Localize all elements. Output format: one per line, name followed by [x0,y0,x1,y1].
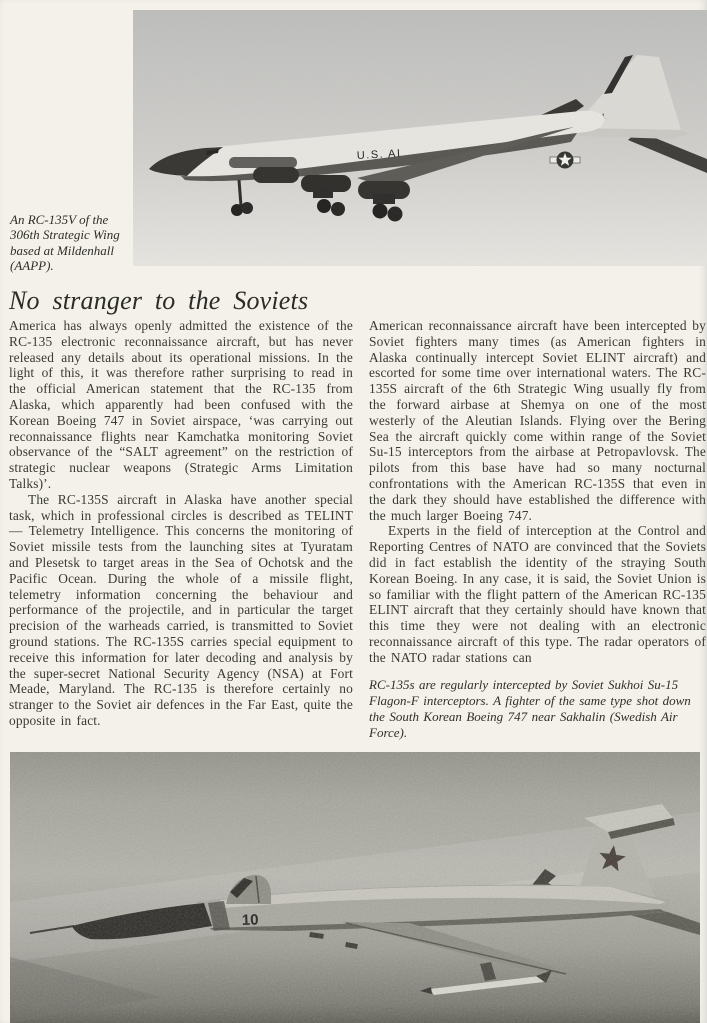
article-heading: No stranger to the Soviets [9,286,309,315]
film-grain-overlay [133,10,707,266]
rc135-photo-image [133,10,707,266]
body-paragraph: American reconnaissance aircraft have been intercepted by Soviet fighters many times (as American fighters in Alaska continually intercept Soviet ELINT aircraft) and escorted for some time over international waters. The RC-135S aircraft of the 6th Strategic Wing usually fly from the forward airbase at Shemya on one of the most westerly of the Aleutian Islands. Flying over the Bering Sea the aircraft quickly come within range of the Soviet Su-15 interceptors from the airbase at Petropavlovsk. The pilots from this base have had so many nocturnal confrontations with the American RC-135S that even in the dark they should have established the difference with the much larger Boeing 747. [369,318,706,523]
top-photo-caption: An RC-135V of the 306th Strategic Wing based at Mildenhall (AAPP). [10,212,120,274]
body-paragraph: The RC-135S aircraft in Alaska have another special task, which in professional circles is described as TELINT — Telemetry Intelligence. This concerns the monitoring of Soviet missile tests from the launching sites at Tyuratam and Plesetsk to target areas in the Sea of Ochotsk and the Pacific Ocean. During the whole of a missile flight, telemetry information concerning the behaviour and performance of the projectile, and in particular the target precision of the warheads carried, is transmitted to Soviet ground stations. The RC-135S carries special equipment to receive this information for later decoding and analysis by the super-secret National Security Agency (NSA) at Fort Meade, Maryland. The RC-135 is therefore certainly no stranger to the Soviet air defences in the Far East, quite the opposite in fact. [9,491,353,728]
body-paragraph: Experts in the field of interception at the Control and Reporting Centres of NATO are convinced that the Soviets did in fact establish the identity of the straying South Korean Boeing. In any case, it is said, the Soviet Union is so familiar with the flight pattern of the American RC-135 ELINT aircraft that they certainly should have known that this time they were not dealing with an electronic reconnaissance aircraft of this type. The radar operators of the NATO radar stations can [369,523,706,665]
su15-photo [10,752,700,1023]
film-grain-overlay [10,752,700,1023]
left-column [9,318,353,729]
su15-photo-image [10,752,700,1023]
right-column [369,318,706,741]
bottom-photo-caption: RC-135s are regularly intercepted by Soviet Sukhoi Su-15 Flagon-F interceptors. A fighter of the same type shot down the South Korean Boeing 747 near Sakhalin (Swedish Air Force). [369,676,691,740]
body-paragraph: America has always openly admitted the existence of the RC-135 electronic reconnaissance aircraft, but has never released any details about its operational missions. In the light of this, it was therefore rather surprising to read in the official American statement that the RC-135 from Alaska, which apparently had been confused with the Korean Boeing 747 in Soviet airspace, ‘was carrying out reconnaissance flights near Kamchatka monitoring Soviet observance of the “SALT agreement” on the restriction of strategic nuclear weapons (Strategic Arms Limitation Talks)’. [9,318,353,491]
rc135-photo [133,10,707,266]
